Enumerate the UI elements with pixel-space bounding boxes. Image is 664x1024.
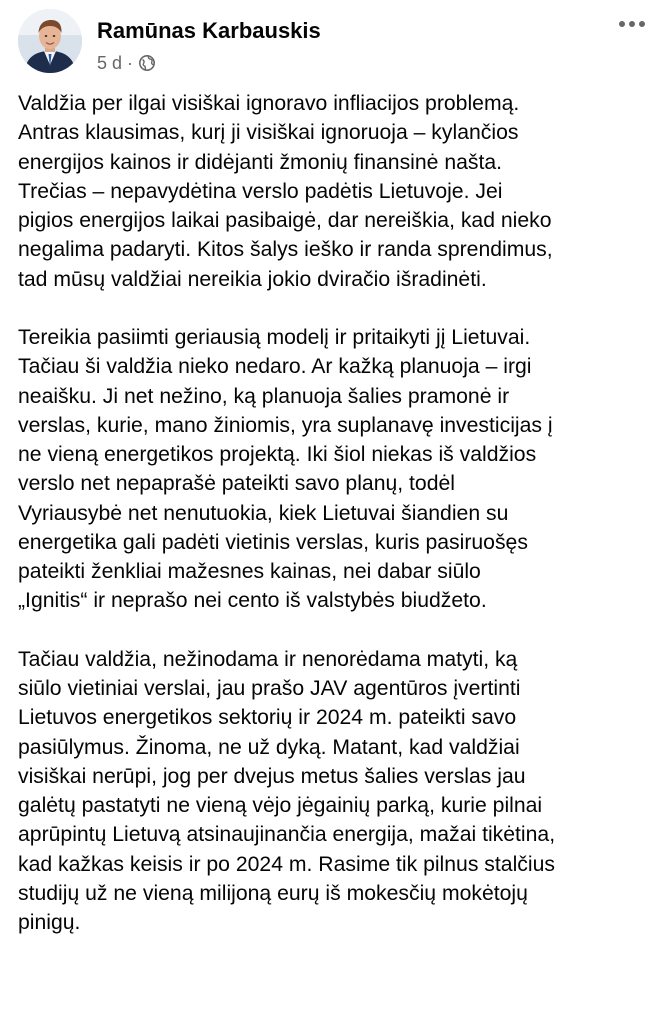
meta-separator: · [127, 52, 134, 73]
author-avatar[interactable] [18, 9, 82, 73]
text-line: Tačiau valdžia, nežinodama ir nenorėdama matyti, ką [18, 647, 518, 671]
text-line: negalima padaryti. Kitos šalys ieško ir randa sprendimus, [18, 238, 553, 262]
text-line: pigios energijos laikai pasibaigė, dar nereiškia, kad nieko [18, 209, 552, 232]
text-line: Tereikia pasiimti geriausią modelį ir pritaikyti jį Lietuvai. [18, 326, 531, 349]
text-line: Valdžia per ilgai visiškai ignoravo infliacijos problemą. [18, 92, 520, 115]
post-paragraph [18, 323, 658, 616]
text-line: verslo net nepaprašė pateikti savo planų, todėl [18, 472, 455, 496]
author-name[interactable]: Ramūnas Karbauskis [97, 18, 321, 43]
post-paragraph [18, 645, 658, 938]
post-timestamp[interactable]: 5 d [97, 52, 123, 73]
post-text [18, 89, 658, 937]
post-paragraph [18, 89, 658, 294]
profile-photo [18, 9, 82, 73]
post-meta [97, 51, 156, 75]
text-line: Trečias – nepavydėtina verslo padėtis Lietuvoje. Jei [18, 179, 503, 203]
text-line: pasiūlymus. Žinoma, ne už dyką. Matant, kad valdžiai [18, 735, 520, 759]
post-header [0, 0, 664, 90]
text-line: Antras klausimas, kurį ji visiškai ignoruoja – kylančios [18, 121, 519, 145]
text-line: kad kažkas keisis ir po 2024 m. Rasime tik pilnus stalčius [18, 852, 555, 876]
text-line: siūlo vietiniai verslai, jau prašo JAV agentūros įvertinti [18, 677, 521, 700]
text-line: energijos kainos ir didėjanti žmonių finansinė našta. [18, 150, 503, 174]
text-line: Vyriausybė net nenutuokia, kiek Lietuvai šiandien su [18, 501, 509, 525]
text-line: verslas, kurie, mano žiniomis, yra suplanavę investicijas į [18, 413, 553, 437]
text-line: energetika gali padėti vietinis verslas, kuris pasiruošęs [18, 530, 528, 554]
more-options-icon [618, 20, 646, 28]
more-options-button[interactable] [612, 12, 652, 36]
text-line: ne vieną energetikos projektą. Iki šiol niekas iš valdžios [18, 443, 537, 466]
text-line: neaišku. Ji net nežino, ką planuoja šalies pramonė ir [18, 384, 510, 408]
text-line: galėtų pastatyti ne vieną vėjo jėgainių parką, kurie pilnai [18, 794, 543, 817]
text-line: visiškai nerūpi, jog per dvejus metus šalies verslas jau [18, 764, 526, 788]
text-line: „Ignitis“ ir neprašo nei cento iš valstybės biudžeto. [18, 589, 487, 613]
text-line: pateikti ženkliai mažesnes kainas, nei dabar siūlo [18, 560, 481, 583]
text-line: Lietuvos energetikos sektorių ir 2024 m. pateikti savo [18, 706, 517, 730]
globe-icon[interactable] [138, 54, 156, 72]
text-line: aprūpintų Lietuvą atsinaujinančia energija, mažai tikėtina, [18, 823, 556, 847]
text-line: studijų už ne vieną milijoną eurų iš mokesčių mokėtojų [18, 881, 528, 905]
text-line: pinigų. [18, 911, 81, 934]
text-line: tad mūsų valdžiai nereikia jokio dviračio išradinėti. [18, 267, 487, 291]
text-line: Tačiau ši valdžia nieko nedaro. Ar kažką planuoja – irgi [18, 355, 532, 379]
